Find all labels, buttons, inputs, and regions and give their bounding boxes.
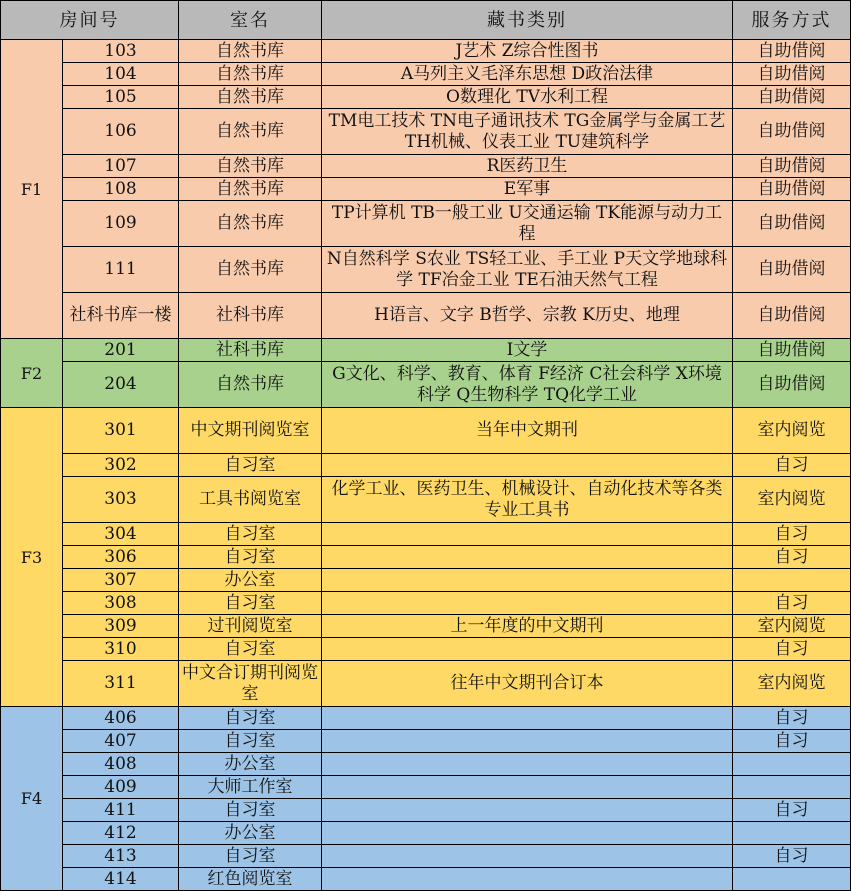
room-name: 自然书库	[179, 362, 322, 408]
room-name: 办公室	[179, 569, 322, 592]
room-number: 310	[63, 638, 179, 661]
room-number: 108	[63, 178, 179, 201]
table-row	[1, 776, 851, 799]
room-name: 自然书库	[179, 40, 322, 63]
book-category	[322, 546, 733, 569]
room-number: 407	[63, 730, 179, 753]
room-name: 自习室	[179, 638, 322, 661]
table-row	[1, 408, 851, 454]
book-category: TP计算机 TB一般工业 U交通运输 TK能源与动力工程	[322, 201, 733, 247]
book-category	[322, 822, 733, 845]
room-number: 107	[63, 155, 179, 178]
book-category: TM电工技术 TN电子通讯技术 TG金属学与金属工艺 TH机械、仪表工业 TU建筑科学	[322, 109, 733, 155]
table-row	[1, 155, 851, 178]
service-type: 自习	[733, 638, 851, 661]
book-category: 化学工业、医药卫生、机械设计、自动化技术等各类专业工具书	[322, 477, 733, 523]
room-number: 412	[63, 822, 179, 845]
book-category	[322, 845, 733, 868]
room-name: 自然书库	[179, 247, 322, 293]
room-number: 307	[63, 569, 179, 592]
room-name: 工具书阅览室	[179, 477, 322, 523]
room-number: 413	[63, 845, 179, 868]
room-name: 自然书库	[179, 201, 322, 247]
header-room-name: 室名	[179, 1, 322, 40]
room-number: 204	[63, 362, 179, 408]
service-type: 自助借阅	[733, 155, 851, 178]
room-number: 409	[63, 776, 179, 799]
table-row	[1, 730, 851, 753]
room-name: 红色阅览室	[179, 868, 322, 891]
service-type	[733, 868, 851, 891]
table-row	[1, 845, 851, 868]
room-name: 自然书库	[179, 109, 322, 155]
room-number: 201	[63, 339, 179, 362]
table-row	[1, 546, 851, 569]
service-type: 自习	[733, 546, 851, 569]
table-row	[1, 822, 851, 845]
service-type: 自助借阅	[733, 339, 851, 362]
room-number: 306	[63, 546, 179, 569]
room-name: 自习室	[179, 707, 322, 730]
book-category: 当年中文期刊	[322, 408, 733, 454]
service-type: 自助借阅	[733, 40, 851, 63]
table-row	[1, 868, 851, 891]
service-type: 自习	[733, 707, 851, 730]
room-number: 社科书库一楼	[63, 293, 179, 339]
book-category	[322, 707, 733, 730]
book-category: A马列主义毛泽东思想 D政治法律	[322, 63, 733, 86]
room-number: 109	[63, 201, 179, 247]
book-category: O数理化 TV水利工程	[322, 86, 733, 109]
service-type: 室内阅览	[733, 661, 851, 707]
book-category	[322, 523, 733, 546]
book-category: I文学	[322, 339, 733, 362]
room-name: 自习室	[179, 454, 322, 477]
room-name: 自然书库	[179, 86, 322, 109]
book-category	[322, 730, 733, 753]
table-row	[1, 799, 851, 822]
header-service-type: 服务方式	[733, 1, 851, 40]
book-category	[322, 799, 733, 822]
service-type: 自助借阅	[733, 293, 851, 339]
room-number: 308	[63, 592, 179, 615]
room-name: 办公室	[179, 753, 322, 776]
service-type: 自助借阅	[733, 247, 851, 293]
room-number: 301	[63, 408, 179, 454]
room-name: 自习室	[179, 845, 322, 868]
service-type: 自习	[733, 730, 851, 753]
table-row	[1, 477, 851, 523]
service-type: 自习	[733, 845, 851, 868]
room-number: 302	[63, 454, 179, 477]
floor-label: F4	[1, 707, 63, 891]
room-name: 自习室	[179, 523, 322, 546]
book-category: G文化、科学、教育、体育 F经济 C社会科学 X环境科学 Q生物科学 TQ化学工业	[322, 362, 733, 408]
book-category: N自然科学 S农业 TS轻工业、手工业 P天文学地球科学 TF冶金工业 TE石油天然气工程	[322, 247, 733, 293]
table-row	[1, 707, 851, 730]
header-room-number: 房间号	[1, 1, 179, 40]
room-number: 311	[63, 661, 179, 707]
service-type: 自习	[733, 454, 851, 477]
service-type: 自助借阅	[733, 362, 851, 408]
room-number: 104	[63, 63, 179, 86]
service-type: 自助借阅	[733, 109, 851, 155]
room-number: 411	[63, 799, 179, 822]
book-category: 往年中文期刊合订本	[322, 661, 733, 707]
room-name: 社科书库	[179, 339, 322, 362]
table-row	[1, 293, 851, 339]
table-row	[1, 362, 851, 408]
table-row	[1, 753, 851, 776]
book-category	[322, 454, 733, 477]
book-category: 上一年度的中文期刊	[322, 615, 733, 638]
service-type: 自助借阅	[733, 201, 851, 247]
floor-label: F2	[1, 339, 63, 408]
room-number: 414	[63, 868, 179, 891]
service-type: 自助借阅	[733, 178, 851, 201]
room-name: 自然书库	[179, 63, 322, 86]
table-row	[1, 201, 851, 247]
service-type: 室内阅览	[733, 408, 851, 454]
service-type: 自习	[733, 592, 851, 615]
table-row	[1, 86, 851, 109]
table-row	[1, 569, 851, 592]
book-category	[322, 638, 733, 661]
service-type	[733, 753, 851, 776]
room-name: 中文期刊阅览室	[179, 408, 322, 454]
room-name: 自然书库	[179, 155, 322, 178]
room-number: 303	[63, 477, 179, 523]
table-row	[1, 661, 851, 707]
room-name: 过刊阅览室	[179, 615, 322, 638]
service-type: 室内阅览	[733, 477, 851, 523]
floor-label: F1	[1, 40, 63, 339]
room-name: 中文合订期刊阅览室	[179, 661, 322, 707]
service-type: 室内阅览	[733, 615, 851, 638]
room-name: 自习室	[179, 592, 322, 615]
room-name: 社科书库	[179, 293, 322, 339]
book-category: H语言、文字 B哲学、宗教 K历史、地理	[322, 293, 733, 339]
room-number: 406	[63, 707, 179, 730]
table-row	[1, 615, 851, 638]
room-number: 111	[63, 247, 179, 293]
room-name: 自习室	[179, 799, 322, 822]
room-number: 408	[63, 753, 179, 776]
room-name: 大师工作室	[179, 776, 322, 799]
header-book-category: 藏书类别	[322, 1, 733, 40]
room-number: 106	[63, 109, 179, 155]
table-row	[1, 247, 851, 293]
room-name: 自习室	[179, 730, 322, 753]
room-name: 自习室	[179, 546, 322, 569]
table-row	[1, 109, 851, 155]
book-category	[322, 569, 733, 592]
room-number: 105	[63, 86, 179, 109]
book-category	[322, 776, 733, 799]
service-type	[733, 822, 851, 845]
header-row	[1, 1, 851, 40]
service-type	[733, 776, 851, 799]
room-number: 309	[63, 615, 179, 638]
room-name: 自然书库	[179, 178, 322, 201]
book-category: R医药卫生	[322, 155, 733, 178]
table-row	[1, 638, 851, 661]
service-type: 自习	[733, 799, 851, 822]
room-number: 103	[63, 40, 179, 63]
table-row	[1, 592, 851, 615]
book-category: E军事	[322, 178, 733, 201]
table-row	[1, 63, 851, 86]
table-row	[1, 523, 851, 546]
table-row	[1, 454, 851, 477]
floor-label: F3	[1, 408, 63, 707]
book-category	[322, 592, 733, 615]
service-type: 自助借阅	[733, 86, 851, 109]
room-number: 304	[63, 523, 179, 546]
service-type: 自习	[733, 523, 851, 546]
table-row	[1, 178, 851, 201]
service-type: 自助借阅	[733, 63, 851, 86]
book-category	[322, 753, 733, 776]
book-category	[322, 868, 733, 891]
table-row	[1, 40, 851, 63]
table-row	[1, 339, 851, 362]
book-category: J艺术 Z综合性图书	[322, 40, 733, 63]
service-type	[733, 569, 851, 592]
room-name: 办公室	[179, 822, 322, 845]
